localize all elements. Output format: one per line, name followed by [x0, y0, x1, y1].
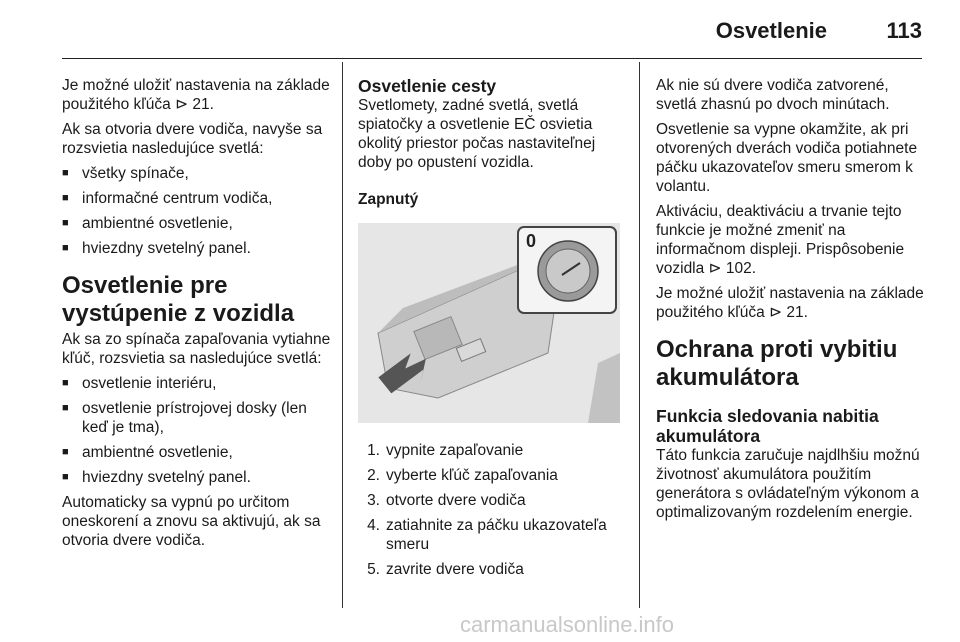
list-item: ■ osvetlenie prístrojovej dosky (len keď je tma),	[62, 400, 307, 436]
figure-inset-label: 0	[526, 231, 537, 251]
page-header	[62, 0, 922, 59]
bullet-icon: ■	[62, 217, 69, 229]
subheading: Zapnutý	[358, 191, 419, 208]
list-item: ■ ambientné osvetlenie,	[62, 215, 233, 232]
page-title: Osvetlenie	[715, 18, 827, 43]
list-item: 5. zavrite dvere vodiča	[367, 561, 524, 578]
paragraph: Je možné uložiť nastavenia na základe použitého kľúča ⊳ 21.	[656, 285, 924, 321]
section-heading: Ochrana proti vybitiu akumulátora	[656, 336, 898, 391]
list-item: ■ osvetlenie interiéru,	[62, 375, 217, 392]
column-divider-2	[639, 62, 640, 608]
column-divider-1	[342, 62, 343, 608]
list-item: ■ hviezdny svetelný panel.	[62, 240, 251, 257]
list-item: 1. vypnite zapaľovanie	[367, 442, 524, 459]
list-item: 2. vyberte kľúč zapaľovania	[367, 467, 558, 484]
paragraph: Ak sa zo spínača zapaľovania vytiahne kľúč, rozsvietia sa nasledujúce svetlá:	[62, 331, 331, 367]
paragraph: Táto funkcia zaručuje najdlhšiu možnú životnosť akumulátora použitím generátora s ovládateľným výkonom a optimalizovaným rozdelením energie.	[656, 447, 920, 521]
paragraph: Je možné uložiť nastavenia na základe použitého kľúča ⊳ 21.	[62, 77, 330, 113]
bullet-icon: ■	[62, 242, 69, 254]
paragraph: Ak sa otvoria dvere vodiča, navyše sa rozsvietia nasledujúce svetlá:	[62, 121, 323, 157]
list-item: ■ informačné centrum vodiča,	[62, 190, 273, 207]
column-2	[358, 76, 623, 585]
list-item: ■ ambientné osvetlenie,	[62, 444, 233, 461]
paragraph: Automaticky sa vypnú po určitom oneskorení a znovu sa aktivujú, ak sa otvoria dvere vodiča.	[62, 494, 321, 549]
turn-signal-lever-icon	[358, 223, 620, 423]
column-1	[62, 76, 334, 556]
list-item: 4. zatiahnite za páčku ukazovateľa smeru	[367, 517, 607, 553]
lever-illustration	[358, 223, 620, 423]
column-3	[656, 76, 931, 528]
bullet-icon: ■	[62, 471, 69, 483]
list-item: ■ hviezdny svetelný panel.	[62, 469, 251, 486]
section-heading: Osvetlenie cesty	[358, 76, 497, 96]
paragraph: Ak nie sú dvere vodiča zatvorené, svetlá zhasnú po dvoch minútach.	[656, 77, 890, 113]
bullet-icon: ■	[62, 446, 69, 458]
list-item: ■ všetky spínače,	[62, 165, 189, 182]
section-heading: Osvetlenie pre vystúpenie z vozidla	[62, 272, 295, 327]
paragraph: Aktiváciu, deaktiváciu a trvanie tejto funkcie je možné zmeniť na informačnom displeji. Prispôsobenie vozidla ⊳ 102.	[656, 203, 905, 277]
page-number: 113	[886, 18, 922, 43]
list-item: 3. otvorte dvere vodiča	[367, 492, 526, 509]
watermark: carmanualsonline.info	[460, 612, 675, 637]
paragraph: Osvetlenie sa vypne okamžite, ak pri otvorených dverách vodiča potiahnete páčku ukazovateľov smeru smerom k volantu.	[656, 121, 918, 195]
bullet-icon: ■	[62, 402, 69, 414]
bullet-icon: ■	[62, 167, 69, 179]
bullet-icon: ■	[62, 192, 69, 204]
subheading: Funkcia sledovania nabitia akumulátora	[656, 406, 879, 446]
paragraph: Svetlomety, zadné svetlá, svetlá spiatočky a osvetlenie EČ osvietia okolitý priestor počas nastaviteľnej doby po opustení vozidla.	[358, 97, 596, 171]
bullet-icon: ■	[62, 377, 69, 389]
